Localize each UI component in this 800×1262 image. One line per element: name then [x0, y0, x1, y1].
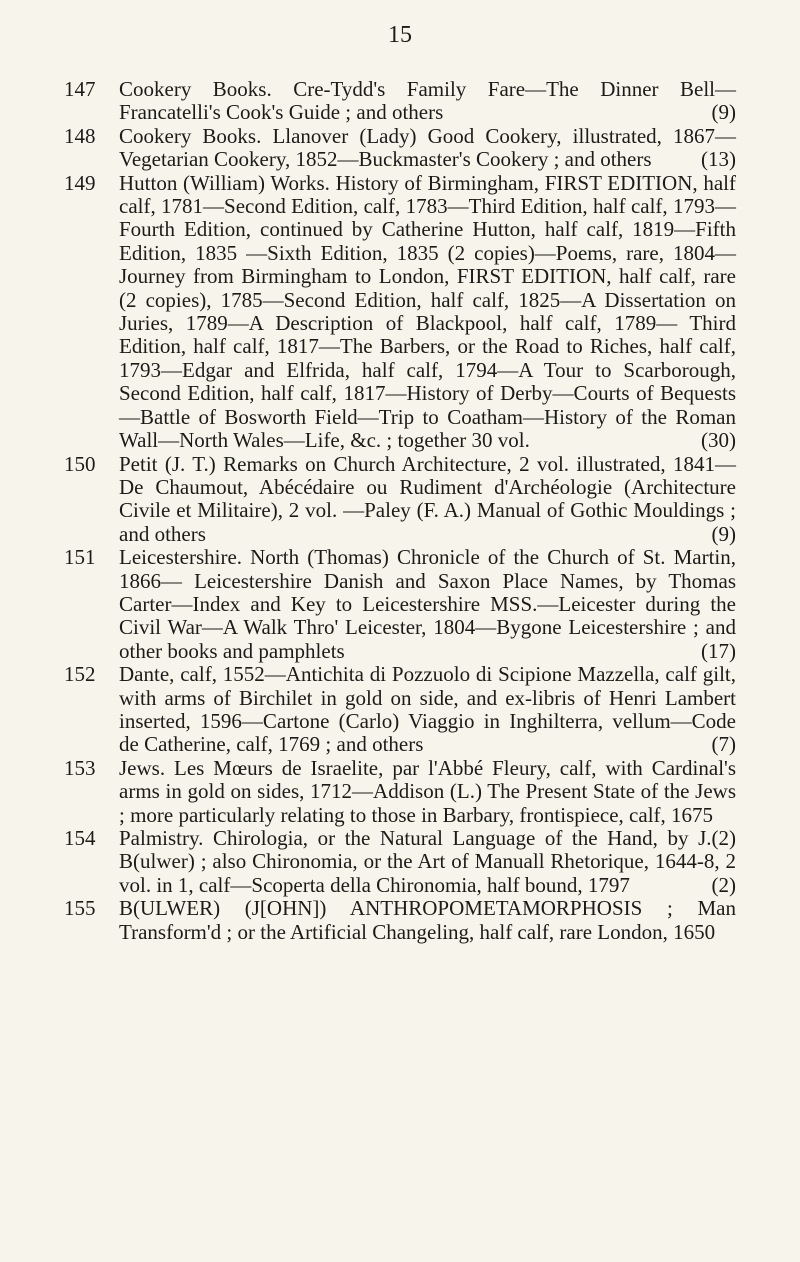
catalogue-entry [64, 453, 736, 547]
lot-count: (17) [701, 638, 736, 663]
entry-text: Leicestershire. North (Thomas) Chronicle of the Church of St. Martin, 1866— Leicestershire Danish and Saxon Place Names, by Thomas Carter—Index and Key to Leicestershire MSS.—Leicester during the Civil War—A Walk Thro' Leicester, 1804—Bygone Leicestershire ; and other books and pamphlets [119, 545, 736, 663]
entry-text: Hutton (William) Works. History of Birmingham, FIRST EDITION, half calf, 1781—Second Edition, calf, 1783—Third Edition, half calf, 1793—Fourth Edition, continued by Catherine Hutton, half calf, 1819—Fifth Edition, 1835 —Sixth Edition, 1835 (2 copies)—Poems, rare, 1804—Journey from Birmingham to London, FIRST EDITION, half calf, rare (2 copies), 1785—Second Edition, half calf, 1825—A Dissertation on Juries, 1789—A Description of Blackpool, half calf, 1789— Third Edition, half calf, 1817—The Barbers, or the Road to Riches, half calf, 1793—Edgar and Elfrida, half calf, 1794—A Tour to Scarborough, Second Edition, half calf, 1817—History of Derby—Courts of Bequests—Battle of Bosworth Field—Trip to Coatham—History of the Roman Wall—North Wales—Life, &c. ; together 30 vol. [119, 170, 736, 453]
lot-number: 154 [64, 826, 96, 850]
lot-count: (7) [711, 732, 736, 757]
entry-text: Petit (J. T.) Remarks on Church Architecture, 2 vol. illustrated, 1841—De Chaumout, Abécédaire ou Rudiment d'Archéologie (Architecture Civile et Militaire), 2 vol. —Paley (F. A.) Manual of Gothic Mouldings ; and others [119, 451, 736, 546]
lot-number: 149 [64, 170, 96, 195]
lot-number: 152 [64, 662, 96, 687]
lot-count: (2) [711, 872, 736, 897]
catalogue-entry [64, 897, 736, 944]
catalogue-entry [64, 827, 736, 897]
lot-count: (13) [701, 147, 736, 172]
lot-number: 151 [64, 545, 96, 570]
page-number: 15 [388, 22, 412, 48]
catalogue-entry [64, 172, 736, 453]
lot-number: 155 [64, 896, 96, 921]
catalogue-entry [64, 546, 736, 663]
catalogue-entries [64, 78, 736, 944]
entry-text: Palmistry. Chirologia, or the Natural Language of the Hand, by J. B(ulwer) ; also Chironomia, or the Art of Manuall Rhetorique, 1644-8, 2 vol. in 1, calf—Scoperta della Chironomia, half bound, 1797 [119, 826, 736, 897]
lot-number: 150 [64, 451, 96, 476]
lot-count: (9) [711, 521, 736, 546]
entry-text: Cookery Books. Llanover (Lady) Good Cookery, illustrated, 1867—Vegetarian Cookery, 1852—Buckmaster's Cookery ; and others [119, 123, 736, 172]
lot-count: (30) [701, 428, 736, 453]
lot-count: (9) [711, 100, 736, 125]
lot-number: 153 [64, 755, 96, 780]
entry-text: Dante, calf, 1552—Antichita di Pozzuolo di Scipione Mazzella, calf gilt, with arms of Birchilet in gold on side, and ex-libris of Henri Lambert inserted, 1596—Cartone (Carlo) Viaggio in Inghilterra, vellum—Code de Catherine, calf, 1769 ; and others [119, 662, 736, 757]
lot-count: (2) [711, 826, 736, 850]
lot-number: 148 [64, 123, 96, 148]
catalogue-entry [64, 125, 736, 172]
entry-text: Cookery Books. Cre-Tydd's Family Fare—The Dinner Bell—Francatelli's Cook's Guide ; and others [119, 77, 736, 125]
entry-text: B(ULWER) (J[OHN]) ANTHROPOMETAMORPHOSIS ; Man Transform'd ; or the Artificial Changeling, half calf, rare London, 1650 [119, 896, 736, 944]
lot-number: 147 [64, 77, 96, 101]
catalogue-entry [64, 78, 736, 125]
entry-text: Jews. Les Mœurs de Israelite, par l'Abbé Fleury, calf, with Cardinal's arms in gold on sides, 1712—Addison (L.) The Present State of the Jews ; more particularly relating to those in Barbary, frontispiece, calf, 1675 [119, 755, 736, 827]
catalogue-entry [64, 663, 736, 757]
